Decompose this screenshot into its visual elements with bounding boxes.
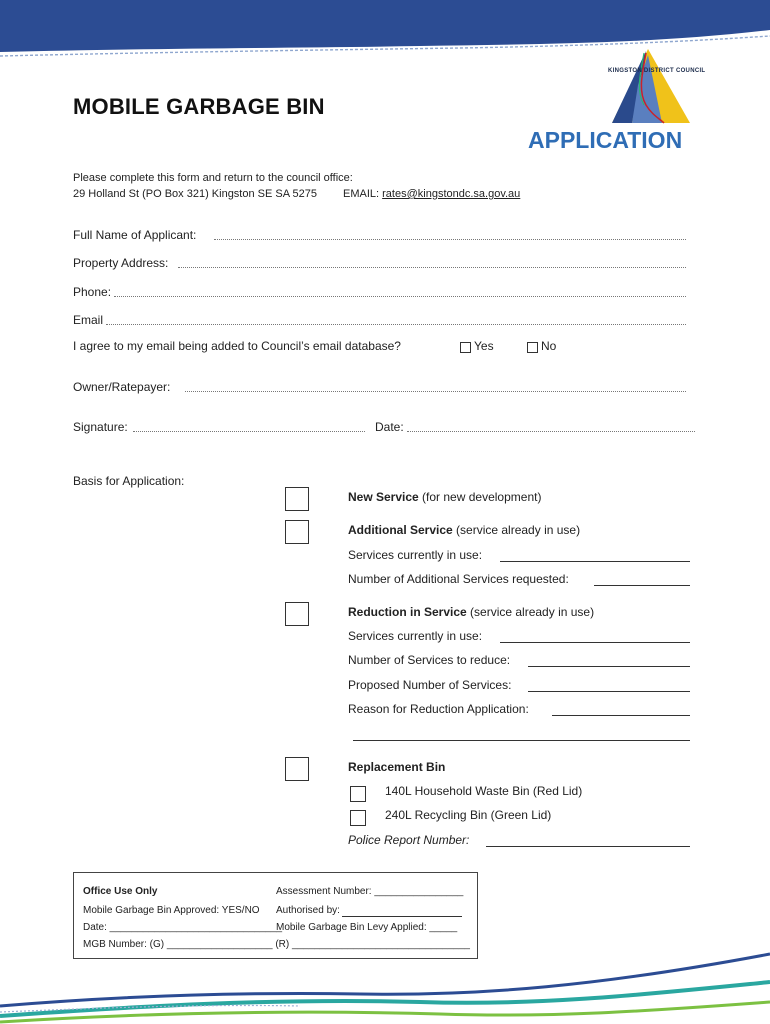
signature-label: Signature: — [73, 420, 128, 434]
replacement-bin-title-text: Replacement Bin — [348, 760, 446, 774]
full-name-label: Full Name of Applicant: — [73, 228, 197, 242]
new-service-checkbox[interactable] — [285, 487, 309, 511]
full-name-input-line[interactable] — [214, 239, 686, 240]
bin-approved: Mobile Garbage Bin Approved: YES/NO — [83, 905, 260, 916]
phone-label: Phone: — [73, 285, 112, 299]
date-label: Date: — [375, 420, 404, 434]
additional-service-title: Additional Service — [348, 523, 453, 537]
new-service-note: (for new development) — [418, 490, 542, 504]
reduction-service-note: (service already in use) — [466, 605, 595, 619]
number-reduce-input-line[interactable] — [528, 666, 690, 667]
email-consent-question: I agree to my email being added to Council’s email database? — [73, 339, 401, 353]
date-input-line[interactable] — [407, 431, 695, 432]
email-label-field: Email — [73, 313, 104, 327]
council-email-link[interactable]: rates@kingstondc.sa.gov.au — [382, 188, 521, 200]
council-address: 29 Holland St (PO Box 321) Kingston SE SA 5275 — [73, 188, 317, 200]
reason-label: Reason for Reduction Application: — [348, 702, 529, 716]
services-currently-label-2: Services currently in use: — [348, 629, 483, 643]
services-currently-input-line-2[interactable] — [500, 642, 690, 643]
email-line — [343, 188, 520, 200]
basis-label: Basis for Application: — [73, 474, 185, 488]
additional-service-checkbox[interactable] — [285, 520, 309, 544]
page-subtitle: APPLICATION — [528, 127, 683, 153]
email-label: EMAIL: — [343, 188, 380, 200]
assessment-number: Assessment Number: ________________ — [276, 886, 464, 897]
number-additional-input-line[interactable] — [594, 585, 690, 586]
signature-input-line[interactable] — [133, 431, 365, 432]
number-additional-label: Number of Additional Services requested: — [348, 572, 569, 586]
reason-input-line[interactable] — [552, 715, 690, 716]
page-title: MOBILE GARBAGE BIN — [73, 94, 325, 119]
authorised-by-line — [342, 916, 462, 917]
council-logo — [602, 45, 694, 125]
additional-service-note: (service already in use) — [452, 523, 581, 537]
replacement-bin-title — [348, 760, 445, 774]
proposed-number-label: Proposed Number of Services: — [348, 678, 512, 692]
bin-140-checkbox[interactable] — [350, 786, 366, 802]
property-address-label: Property Address: — [73, 256, 169, 270]
email-input-line[interactable] — [106, 324, 686, 325]
reduction-service-option — [348, 605, 594, 619]
authorised-by: Authorised by: — [276, 905, 340, 916]
reason-input-line-2[interactable] — [353, 740, 690, 741]
consent-yes-checkbox[interactable] — [460, 342, 471, 353]
new-service-option — [348, 490, 541, 504]
additional-service-option — [348, 523, 580, 537]
phone-input-line[interactable] — [114, 296, 686, 297]
bin-240-checkbox[interactable] — [350, 810, 366, 826]
office-use-title: Office Use Only — [83, 886, 158, 897]
owner-ratepayer-input-line[interactable] — [185, 391, 686, 392]
replacement-bin-checkbox[interactable] — [285, 757, 309, 781]
reduction-service-title: Reduction in Service — [348, 605, 467, 619]
number-reduce-label: Number of Services to reduce: — [348, 653, 511, 667]
intro-instruction: Please complete this form and return to the council office: — [73, 172, 353, 184]
logo-text: KINGSTON DISTRICT COUNCIL — [608, 68, 706, 74]
bin-140-label: 140L Household Waste Bin (Red Lid) — [385, 784, 583, 798]
consent-no-label: No — [541, 339, 557, 353]
office-date: Date: _______________________________ — [83, 922, 283, 933]
reduction-service-checkbox[interactable] — [285, 602, 309, 626]
bin-240-label: 240L Recycling Bin (Green Lid) — [385, 808, 552, 822]
levy-applied: Mobile Garbage Bin Levy Applied: _____ — [276, 922, 458, 933]
mgb-number: MGB Number: (G) ___________________ (R) ________________________________ — [83, 939, 470, 950]
owner-ratepayer-label: Owner/Ratepayer: — [73, 380, 171, 394]
property-address-input-line[interactable] — [178, 267, 686, 268]
police-report-label: Police Report Number: — [348, 833, 470, 847]
police-report-input-line[interactable] — [486, 846, 690, 847]
services-currently-input-line[interactable] — [500, 561, 690, 562]
services-currently-label: Services currently in use: — [348, 548, 483, 562]
new-service-title: New Service — [348, 490, 419, 504]
proposed-number-input-line[interactable] — [528, 691, 690, 692]
footer-wave-decoration — [0, 940, 770, 1024]
consent-yes-label: Yes — [474, 339, 494, 353]
consent-no-checkbox[interactable] — [527, 342, 538, 353]
